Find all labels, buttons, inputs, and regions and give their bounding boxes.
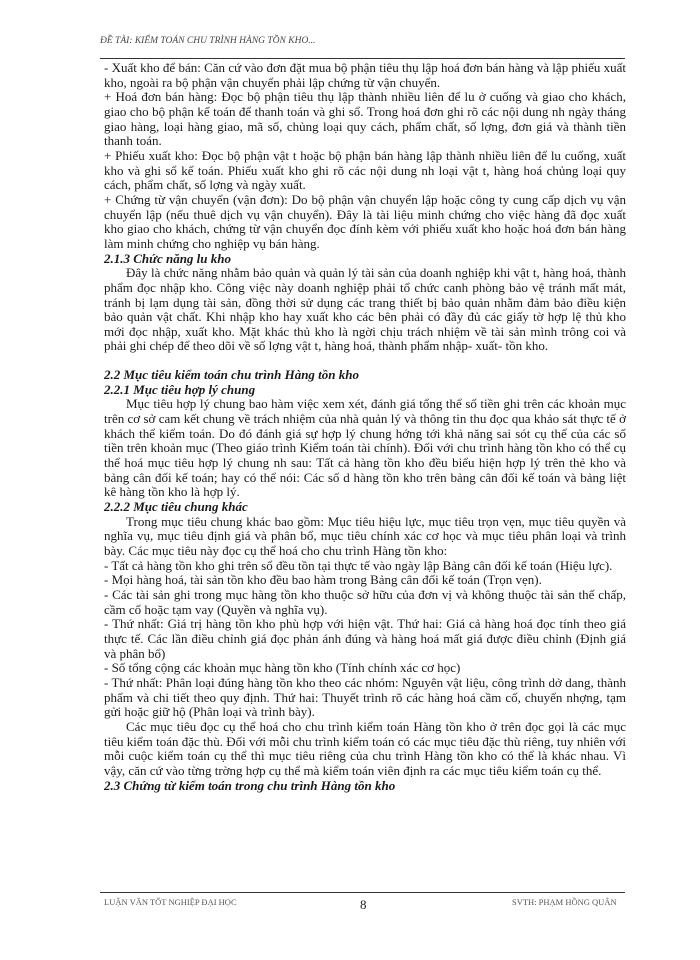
paragraph: + Phiếu xuất kho: Đọc bộ phận vật t hoặc bộ phận bán hàng lập thành nhiều liên để lu cuống, xuất kho và ghi sổ kế toán. Phiếu xuất kho ghi rõ các nội dung nh loại vật t, hàng hoá chủng loại quy cách, phẩm chất, số lợng và ngày xuất. bbox=[104, 147, 626, 193]
running-header: ĐỀ TÀI: KIỂM TOÁN CHU TRÌNH HÀNG TỒN KHO... bbox=[100, 36, 316, 46]
section-heading-2-2-2: 2.2.2 Mục tiêu chung khác bbox=[104, 499, 248, 515]
footer-divider bbox=[100, 892, 625, 893]
page-number: 8 bbox=[360, 897, 367, 912]
section-heading-2-1-3: 2.1.3 Chức năng lu kho bbox=[104, 250, 231, 266]
section-heading-2-2: 2.2 Mục tiêu kiểm toán chu trình Hàng tồn kho bbox=[104, 367, 360, 383]
footer-author: SVTH: PHẠM HỒNG QUÂN bbox=[512, 897, 617, 907]
paragraph: - Thứ nhất: Giá trị hàng tồn kho phù hợp với hiện vật. Thứ hai: Giá cả hàng hoá đọc tính theo giá thực tế. Các lần điều chỉnh giá đọc phản ánh đúng và hàng hoá mất giá được điều chỉnh (Định giá và phân bổ) bbox=[104, 616, 626, 661]
paragraph: Mục tiêu hợp lý chung bao hàm việc xem xét, đánh giá tổng thể số tiền ghi trên các khoản mục trên cơ sở cam kết chung về trách nhiệm của nhà quản lý và thông tin thu đọc qua khảo sát thực tế ở khách thể kiểm toán. Do đó đánh giá sự hợp lý chung hớng tới khả năng sai sót cụ thể của các số tiền trên khoản mục (Theo giáo trình Kiểm toán tài chính). Đối với chu trình hàng tồn kho có thể cụ thể hoá mục tiêu hợp lý chung nh sau: Tất cả hàng tồn kho đều biểu hiện hợp lý trên thẻ kho và bảng cân đối kế toán; hay có thể nói: Các số d hàng tồn kho trên bảng cân đối kế toán và bảng liệt kê hàng tồn kho là hợp lý. bbox=[104, 396, 626, 500]
section-heading-2-3: 2.3 Chứng từ kiểm toán trong chu trình Hàng tồn kho bbox=[104, 777, 396, 793]
paragraph: + Hoá đơn bán hàng: Đọc bộ phận tiêu thụ lập thành nhiều liên để lu ở cuống và giao cho khách, giao cho bộ phận kế toán để thanh toán và ghi sổ. Trong hoá đơn ghi rõ các nội dung nh ngày tháng giao hàng, loại hàng giao, mã số, chủng loại quy cách, phẩm chất, số lợng, đơn giá và thành tiền thanh toán. bbox=[104, 89, 626, 149]
paragraph: - Mọi hàng hoá, tài sản tồn kho đều bao hàm trong Bảng cân đối kế toán (Trọn vẹn). bbox=[104, 572, 542, 588]
spacer bbox=[104, 354, 626, 368]
paragraph: + Chứng từ vận chuyển (vận đơn): Do bộ phận vận chuyển lập hoặc công ty cung cấp dịch vụ vận chuyển lập (nếu thuê dịch vụ vận chuyển). Đây là tài liệu minh chứng cho việc hàng đã đọc xuất kho giao cho khách, chứng từ vận chuyển đọc đính kèm với phiếu xuất kho hoặc hoá đơn bán hàng làm minh chứng cho nghiệp vụ bán hàng. bbox=[104, 191, 626, 251]
header-divider bbox=[100, 58, 625, 59]
paragraph: Đây là chức năng nhằm bảo quản và quản lý tài sản của doanh nghiệp khi vật t, hàng hoá, thành phẩm đọc nhập kho. Công việc này doanh nghiệp phải tổ chức canh phòng bảo vệ tránh mất mát, tránh bị lạm dụng tài sản, đồng thời sử dụng các trang thiết bị bảo quản nhằm đảm bảo điều kiện bảo quản vật chất. Khi nhập kho hay xuất kho các bên phải có đầy đủ các giấy tờ hợp lệ thủ kho mới đọc nhập, xuất kho. Mặt khác thủ kho là ngời chịu trách nhiệm về tài sản mình trông coi và phải ghi chép để theo dõi về số lợng vật t, hàng hoá, thành phẩm nhập- xuất- tồn kho. bbox=[104, 265, 626, 354]
section-heading-2-2-1: 2.2.1 Mục tiêu hợp lý chung bbox=[104, 381, 256, 397]
paragraph: - Thứ nhất: Phân loại đúng hàng tồn kho theo các nhóm: Nguyên vật liệu, công trình dở dang, thành phẩm và chi tiết theo quy định. Thứ hai: Thuyết trình rõ các hàng hoá cầm cố, chuyển nhợng, tạm gửi hoặc giữ hộ (Phân loại và trình bày). bbox=[104, 674, 626, 720]
paragraph: Trong mục tiêu chung khác bao gồm: Mục tiêu hiệu lực, mục tiêu trọn vẹn, mục tiêu quyền và nghĩa vụ, mục tiêu định giá và phân bổ, mục tiêu chính xác cơ học và mục tiêu phân loại và trình bày. Các mục tiêu này đọc cụ thể hoá cho chu trình Hàng tồn kho: bbox=[104, 513, 626, 558]
footer-thesis-label: LUẬN VĂN TỐT NGHIỆP ĐẠI HỌC bbox=[104, 897, 237, 907]
paragraph: - Xuất kho để bán: Căn cứ vào đơn đặt mua bộ phận tiêu thụ lập hoá đơn bán hàng và lập phiếu xuất kho, ngoài ra bộ phận vận chuyển phải lập chứng từ vận chuyển. bbox=[104, 60, 626, 90]
paragraph: - Tất cả hàng tồn kho ghi trên sổ đều tồn tại thực tế vào ngày lập Bảng cân đối kế toán (Hiệu lực). bbox=[104, 557, 613, 573]
paragraph: - Số tổng cộng các khoản mục hàng tồn kho (Tính chính xác cơ học) bbox=[104, 660, 461, 676]
paragraph: Các mục tiêu đọc cụ thể hoá cho chu trình kiểm toán Hàng tồn kho ở trên đọc gọi là các mục tiêu kiểm toán đặc thù. Đối với mỗi chu trình kiểm toán có các mục tiêu đặc thù riêng, tuy nhiên với mỗi cuộc kiểm toán cụ thể thì mục tiêu riêng của chu trình Hàng tồn kho có thể là khác nhau. Vì vậy, căn cứ vào từng trờng hợp cụ thể mà kiểm toán viên định ra các mục tiêu kiểm toán cụ thể. bbox=[104, 718, 626, 778]
page-body bbox=[104, 61, 626, 793]
paragraph: - Các tài sản ghi trong mục hàng tồn kho thuộc sở hữu của đơn vị và không thuộc tài sản thế chấp, cầm cố hoặc tạm vay (Quyền và nghĩa vụ). bbox=[104, 586, 626, 617]
